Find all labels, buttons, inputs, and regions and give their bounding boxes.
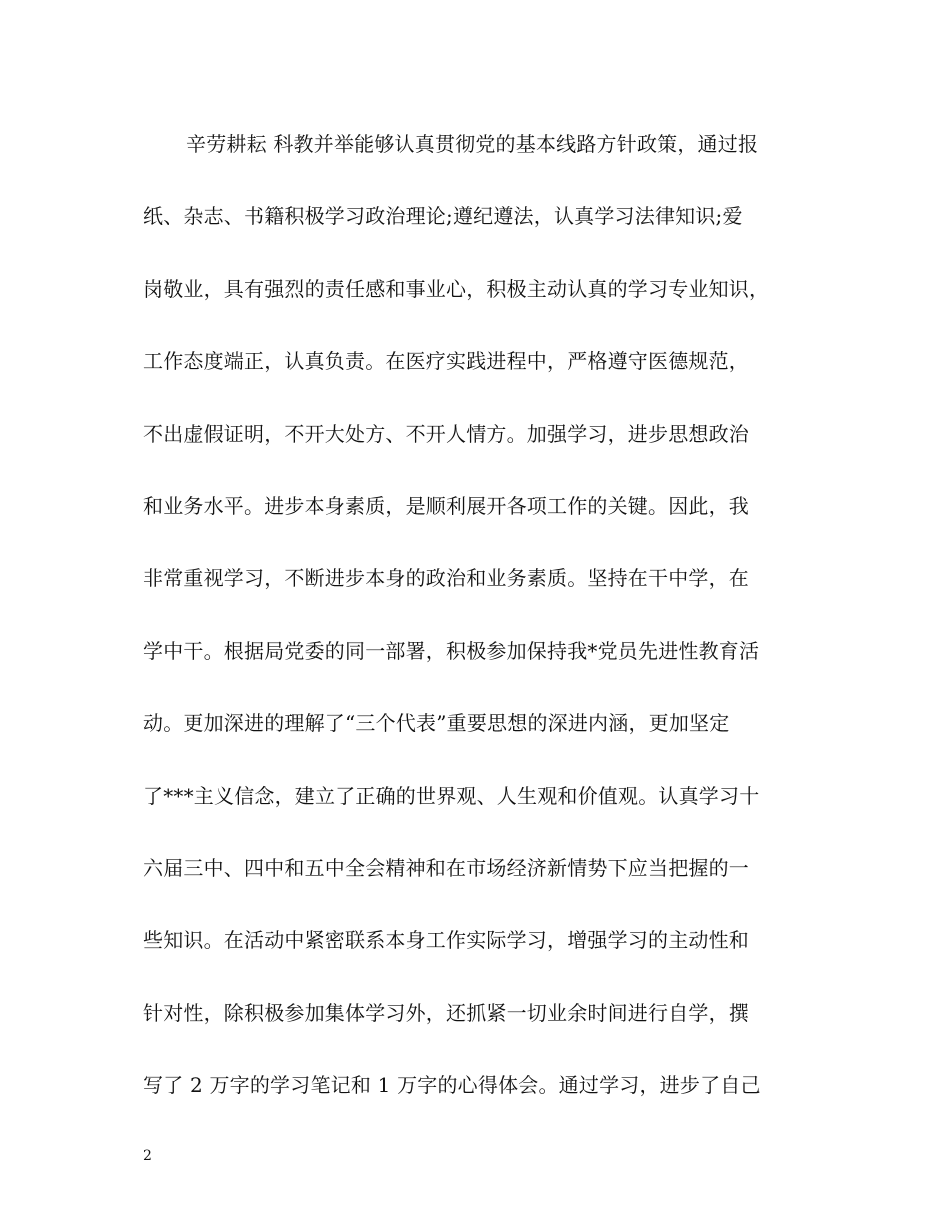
text-line: 纸、杂志、书籍积极学习政治理论;遵纪遵法，认真学习法律知识;爱 <box>143 204 743 229</box>
body-paragraph <box>143 124 813 1137</box>
text-line: 辛劳耕耘 科教并举能够认真贯彻党的基本线路方针政策，通过报 <box>186 132 759 156</box>
text-line: 非常重视学习，不断进步本身的政治和业务素质。坚持在干中学，在 <box>143 566 749 591</box>
text-line: 和业务水平。进步本身素质，是顺利展开各项工作的关键。因此，我 <box>143 493 749 518</box>
page-number: 2 <box>143 1148 152 1164</box>
text-line: 些知识。在活动中紧密联系本身工作实际学习，增强学习的主动性和 <box>143 928 749 953</box>
text-line: 岗敬业，具有强烈的责任感和事业心，积极主动认真的学习专业知识， <box>143 276 770 301</box>
text-line: 动。更加深进的理解了“三个代表”重要思想的深进内涵，更加坚定 <box>143 711 730 736</box>
text-line: 不出虚假证明，不开大处方、不开人情方。加强学习，进步思想政治 <box>143 421 749 446</box>
text-line: 工作态度端正，认真负责。在医疗实践进程中，严格遵守医德规范， <box>143 349 749 374</box>
text-line: 写了 2 万字的学习笔记和 1 万字的心得体会。通过学习，进步了自己 <box>143 1073 761 1098</box>
text-line: 了***主义信念，建立了正确的世界观、人生观和价值观。认真学习十 <box>143 783 760 808</box>
text-line: 针对性，除积极参加集体学习外，还抓紧一切业余时间进行自学，撰 <box>143 1000 749 1025</box>
text-line: 学中干。根据局党委的同一部署，积极参加保持我*党员先进性教育活 <box>143 638 760 663</box>
text-line: 六届三中、四中和五中全会精神和在市场经济新情势下应当把握的一 <box>143 855 749 880</box>
